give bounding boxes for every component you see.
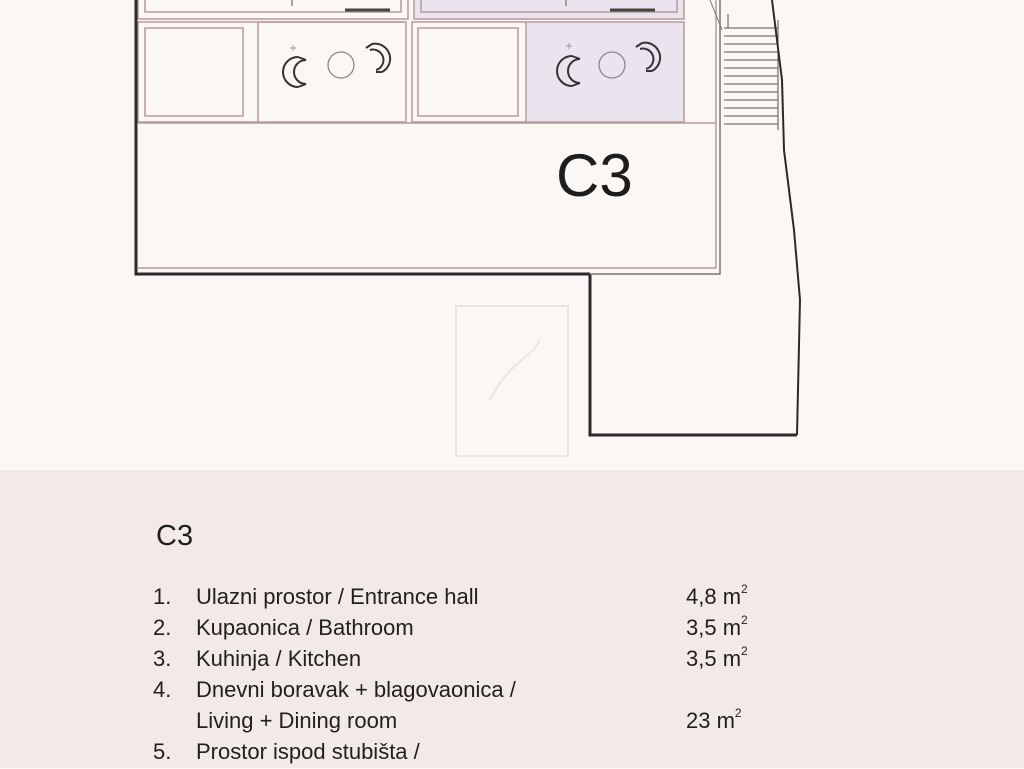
outer-walls: [136, 0, 797, 435]
room-area: 23 $m^2$: [686, 706, 742, 733]
room-area: 3,5 $m^2$: [686, 613, 748, 640]
room-legend-panel: [0, 470, 1024, 768]
room-area: 3,5 $m^2$: [686, 644, 748, 671]
room-area: 4,8 $m^2$: [686, 582, 748, 609]
room-label-line2: Living + Dining room: [196, 708, 398, 733]
room-label: Kupaonica / Bathroom: [196, 615, 414, 640]
terrace-edge: [710, 0, 800, 435]
legend-title: C3: [156, 520, 194, 552]
room-label: Kuhinja / Kitchen: [196, 646, 362, 671]
staircase: [724, 14, 778, 130]
room-label: Dnevni boravak + blagovaonica /: [196, 677, 516, 702]
room-label: Prostor ispod stubišta /: [196, 739, 420, 764]
room-number: 4.: [153, 677, 172, 702]
watermark-logo: [456, 306, 568, 456]
room-number: 1.: [153, 584, 172, 609]
room-number: 5.: [153, 739, 172, 764]
dining-set-left: [283, 44, 390, 87]
room-label: Ulazni prostor / Entrance hall: [196, 584, 479, 609]
room-number: 2.: [153, 615, 172, 640]
room-number: 3.: [153, 646, 172, 671]
unit-label: C3: [556, 142, 633, 209]
highlight-bottom: [527, 22, 684, 122]
